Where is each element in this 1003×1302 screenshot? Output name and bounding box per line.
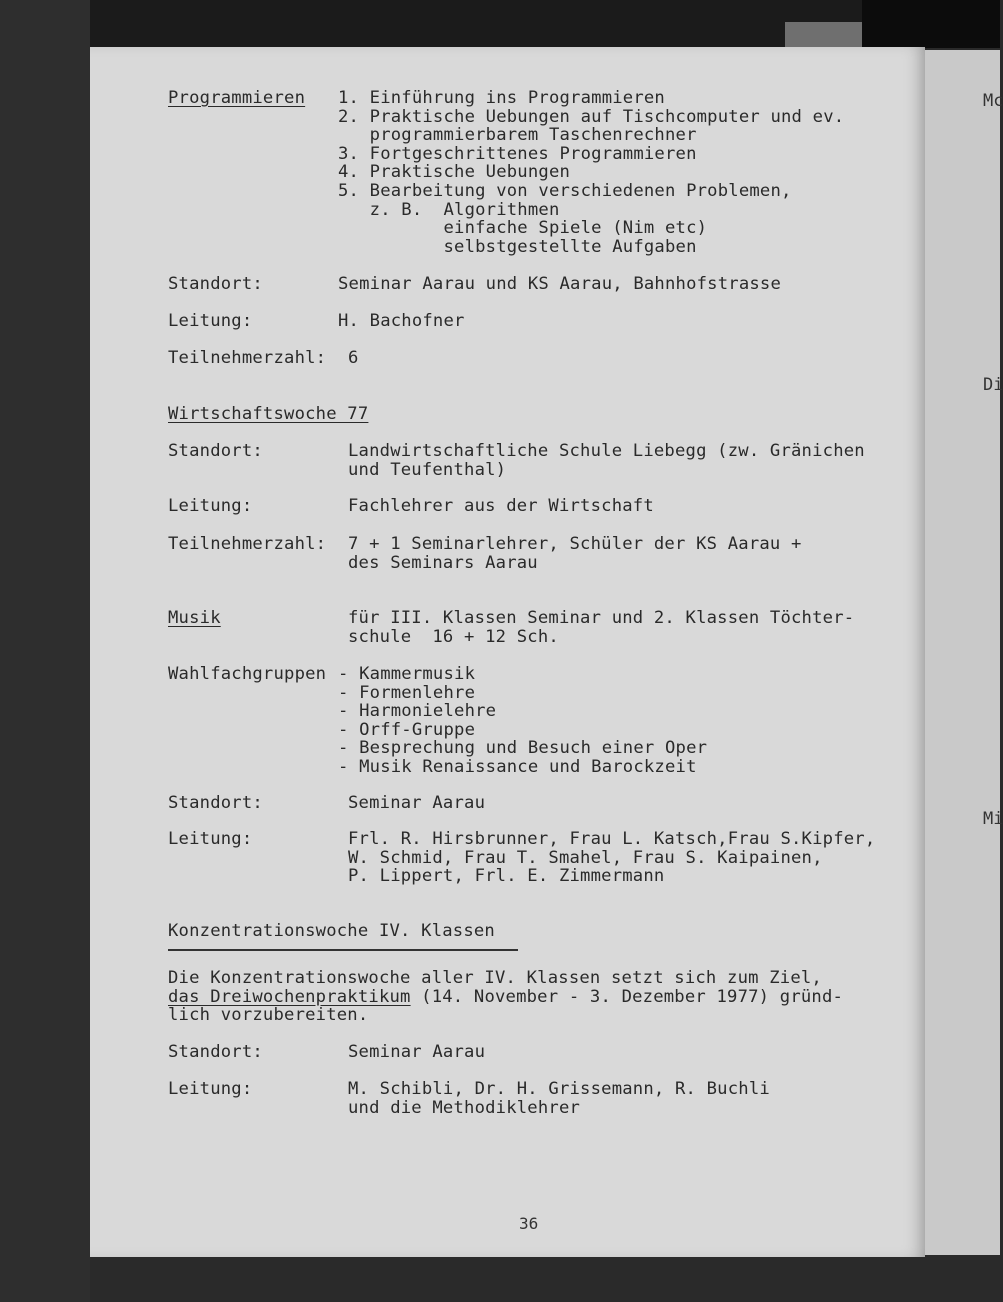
field-value-standort: Seminar Aarau [348, 793, 486, 813]
page-number: 36 [519, 1214, 539, 1233]
next-page-fragment: Di [983, 375, 1003, 395]
field-label-leitung: Leitung: [168, 1079, 253, 1099]
field-value-leitung: H. Bachofner [338, 311, 465, 331]
field-value-teilnehmerzahl: 7 + 1 Seminarlehrer, Schüler der KS Aarau + [348, 534, 802, 554]
list-item: - Musik Renaissance und Barockzeit [338, 757, 697, 777]
list-item: - Kammermusik [338, 664, 476, 684]
section-intro: für III. Klassen Seminar und 2. Klassen Töchter- [348, 608, 855, 628]
list-item: - Besprechung und Besuch einer Oper [338, 738, 708, 759]
field-label-leitung: Leitung: [168, 829, 253, 849]
field-label-standort: Standort: [168, 441, 263, 461]
underlined-term: das Dreiwochenpraktikum [168, 986, 411, 1007]
field-value-leitung: Frl. R. Hirsbrunner, Frau L. Katsch,Frau S.Kipfer, [348, 829, 876, 849]
field-value-teilnehmerzahl: 6 [348, 348, 359, 368]
heading-rule [168, 949, 518, 951]
field-value-leitung: M. Schibli, Dr. H. Grissemann, R. Buchli [348, 1079, 770, 1099]
scan-background-right [862, 0, 1000, 48]
document-page [90, 47, 925, 1257]
paragraph-line: Die Konzentrationswoche aller IV. Klassen setzt sich zum Ziel, [168, 968, 822, 988]
list-item: 1. Einführung ins Programmieren [338, 88, 665, 108]
next-page-fragment: Mc [983, 91, 1003, 111]
list-item: - Orff-Gruppe [338, 719, 476, 740]
list-item: selbstgestellte Aufgaben [338, 236, 697, 257]
field-label-leitung: Leitung: [168, 311, 253, 331]
field-value-standort: Seminar Aarau und KS Aarau, Bahnhofstrasse [338, 274, 782, 294]
list-item: - Formenlehre [338, 682, 476, 703]
section-intro: schule 16 + 12 Sch. [348, 626, 559, 647]
field-value-leitung: W. Schmid, Frau T. Smahel, Frau S. Kaipainen, [348, 847, 823, 868]
paragraph-line: lich vorzubereiten. [168, 1005, 369, 1026]
next-page-edge [925, 50, 1003, 1255]
list-item: 5. Bearbeitung von verschiedenen Problemen, [338, 181, 792, 201]
field-label-leitung: Leitung: [168, 496, 253, 516]
list-item: programmierbarem Taschenrechner [338, 125, 697, 146]
list-item: einfache Spiele (Nim etc) [338, 218, 708, 239]
field-label-wahlfachgruppen: Wahlfachgruppen [168, 664, 327, 684]
field-label-teilnehmerzahl: Teilnehmerzahl: [168, 534, 327, 554]
field-value-teilnehmerzahl: des Seminars Aarau [348, 552, 538, 573]
list-item: 3. Fortgeschrittenes Programmieren [338, 143, 697, 164]
list-item: - Harmonielehre [338, 701, 497, 722]
field-value-standort: und Teufenthal) [348, 459, 507, 480]
field-label-standort: Standort: [168, 793, 263, 813]
paragraph-text: (14. November - 3. Dezember 1977) gründ- [410, 986, 844, 1007]
field-label-standort: Standort: [168, 1042, 263, 1062]
field-label-standort: Standort: [168, 274, 263, 294]
section-heading-wirtschaftswoche: Wirtschaftswoche 77 [168, 404, 369, 424]
field-label-teilnehmerzahl: Teilnehmerzahl: [168, 348, 327, 368]
field-value-standort: Seminar Aarau [348, 1042, 486, 1062]
paragraph-line [168, 988, 843, 1007]
field-value-leitung: P. Lippert, Frl. E. Zimmermann [348, 866, 665, 887]
list-item: 4. Praktische Uebungen [338, 162, 571, 183]
scan-background-left [0, 0, 90, 1302]
section-heading-musik: Musik [168, 608, 221, 628]
list-item: 2. Praktische Uebungen auf Tischcomputer und ev. [338, 106, 845, 127]
field-value-leitung: und die Methodiklehrer [348, 1097, 581, 1118]
next-page-fragment: Mi [983, 809, 1003, 829]
section-heading-programmieren: Programmieren [168, 88, 306, 108]
field-value-leitung: Fachlehrer aus der Wirtschaft [348, 496, 654, 516]
field-value-standort: Landwirtschaftliche Schule Liebegg (zw. Gränichen [348, 441, 865, 461]
section-heading-konzentrationswoche: Konzentrationswoche IV. Klassen [168, 921, 495, 941]
list-item: z. B. Algorithmen [338, 199, 560, 220]
